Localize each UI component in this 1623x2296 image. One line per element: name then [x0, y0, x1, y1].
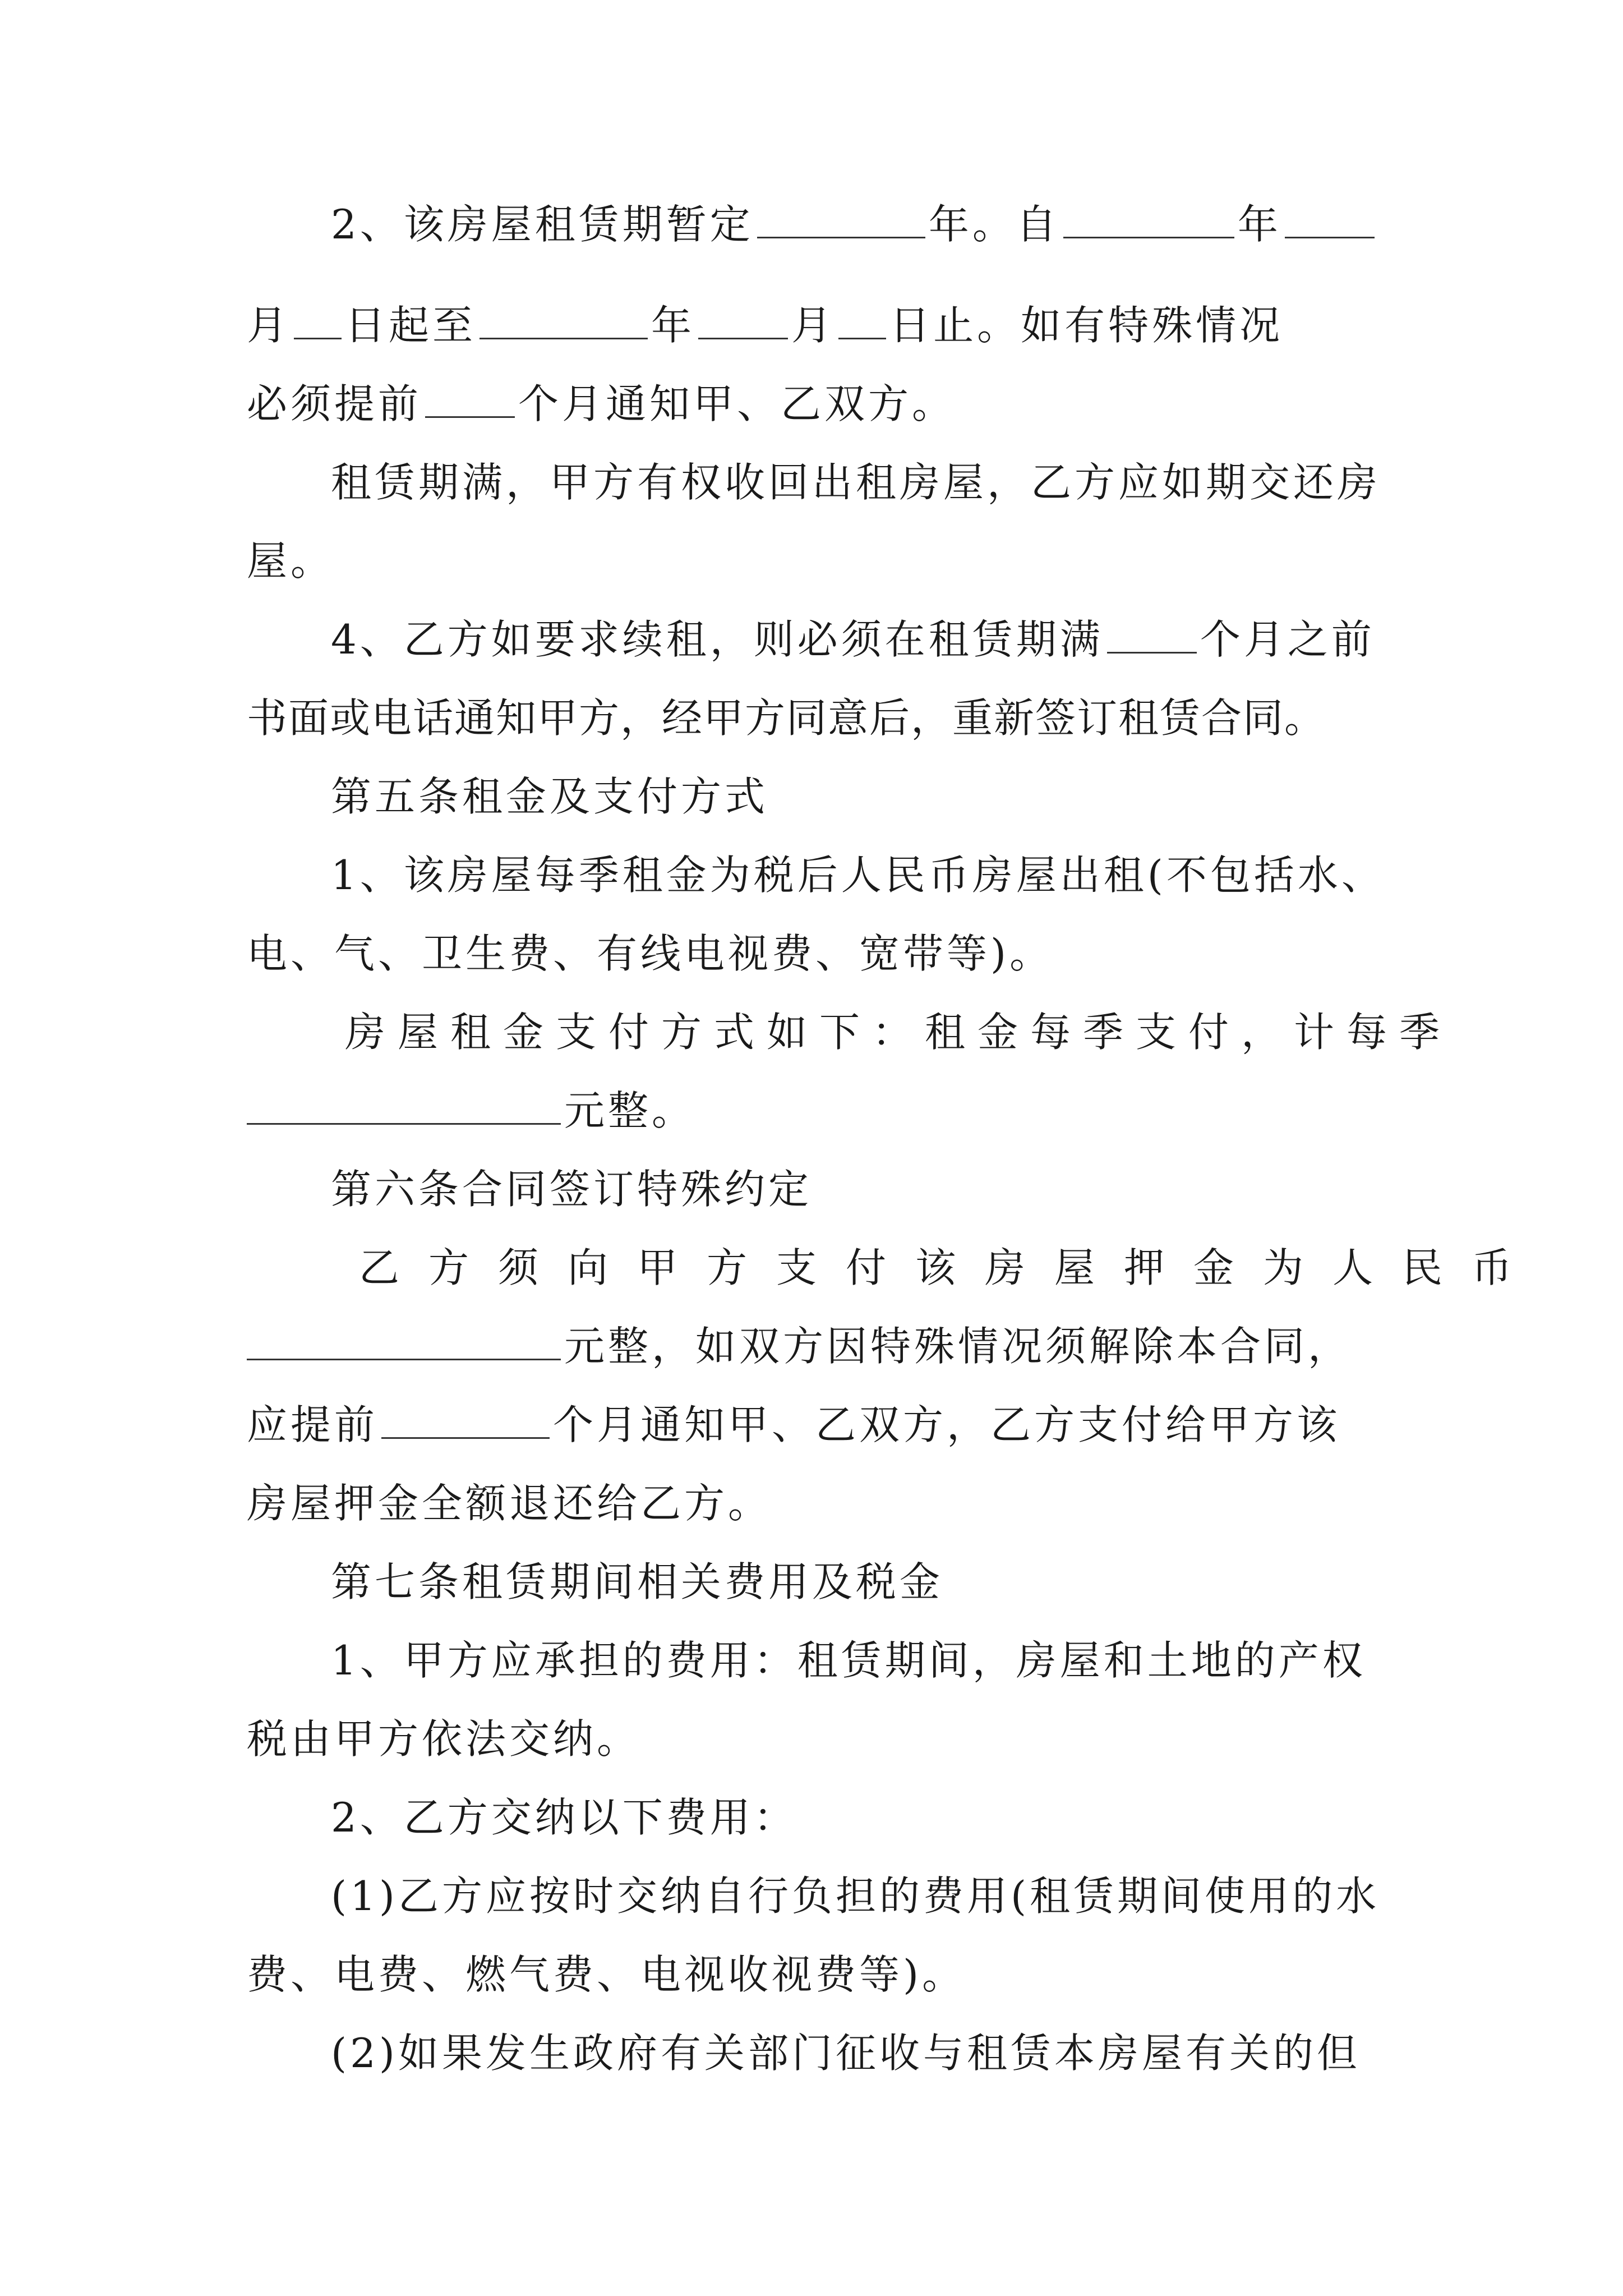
text-line	[247, 292, 1391, 359]
text-line	[359, 1234, 1542, 1301]
text-segment: 个月通知甲、乙双方，乙方支付给甲方该	[553, 1401, 1341, 1448]
section-heading: 第六条合同签订特殊约定	[331, 1166, 813, 1213]
text-segment: 元整，如双方因特殊情况须解除本合同，	[564, 1323, 1352, 1370]
fill-in-blank	[425, 380, 515, 418]
fill-in-blank	[698, 301, 788, 339]
text-line	[247, 1313, 1391, 1380]
text-line	[247, 1077, 1391, 1144]
text-segment: 2、该房屋租赁期暂定	[331, 201, 754, 248]
text-segment: 年。自	[928, 201, 1060, 248]
text-line: 屋。	[247, 537, 335, 585]
fill-in-blank	[479, 301, 648, 339]
text-line: (1)乙方应按时交纳自行负担的费用(租赁期间使用的水	[331, 1872, 1380, 1920]
text-segment: 元整。	[564, 1087, 696, 1134]
fill-in-blank	[1107, 615, 1197, 654]
text-line: 2、乙方交纳以下费用：	[331, 1794, 797, 1841]
text-line: 税由甲方依法交纳。	[247, 1715, 641, 1763]
text-line	[331, 606, 1391, 673]
text-segment: 房屋租金支付方式如下：租金每季支付，计每季	[345, 1009, 1453, 1056]
section-heading: 第五条租金及支付方式	[331, 773, 769, 820]
text-segment: 个月之前	[1200, 616, 1375, 663]
section-heading: 第七条租赁期间相关费用及税金	[331, 1558, 944, 1605]
text-line	[331, 191, 1391, 258]
text-line	[247, 370, 1391, 438]
fill-in-blank	[294, 301, 342, 339]
text-line: 电、气、卫生费、有线电视费、宽带等)。	[247, 930, 1054, 977]
fill-in-blank	[838, 301, 886, 339]
fill-in-blank	[1285, 200, 1375, 238]
text-segment: 个月通知甲、乙双方。	[518, 380, 956, 427]
text-segment: 必须提前	[247, 380, 422, 427]
text-line: 房屋押金全额退还给乙方。	[247, 1480, 772, 1527]
text-segment: 应提前	[247, 1401, 379, 1448]
text-segment: 月	[791, 302, 836, 349]
text-line: 租赁期满，甲方有权收回出租房屋，乙方应如期交还房	[331, 459, 1381, 506]
fill-in-blank	[381, 1401, 550, 1439]
text-line: 书面或电话通知甲方，经甲方同意后，重新签订租赁合同。	[247, 694, 1326, 742]
text-segment: 日起至	[345, 302, 477, 349]
text-line: 1、甲方应承担的费用：租赁期间，房屋和土地的产权	[331, 1637, 1366, 1684]
text-segment: 年	[1237, 201, 1281, 248]
text-segment: 年	[651, 302, 695, 349]
text-line: 1、该房屋每季租金为税后人民币房屋出租(不包括水、	[331, 852, 1385, 899]
fill-in-blank	[757, 200, 925, 238]
text-segment: 日止。如有特殊情况	[889, 302, 1284, 349]
text-segment: 乙方须向甲方支付该房屋押金为人民币	[359, 1244, 1542, 1291]
text-segment: 4、乙方如要求续租，则必须在租赁期满	[331, 616, 1104, 663]
text-line: (2)如果发生政府有关部门征收与租赁本房屋有关的但	[331, 2030, 1361, 2077]
text-line	[345, 999, 1453, 1066]
fill-in-blank	[247, 1322, 561, 1360]
fill-in-blank	[247, 1087, 561, 1125]
text-line: 费、电费、燃气费、电视收视费等)。	[247, 1951, 966, 1998]
fill-in-blank	[1063, 200, 1234, 238]
text-segment: 月	[247, 302, 291, 349]
text-line	[247, 1391, 1391, 1458]
